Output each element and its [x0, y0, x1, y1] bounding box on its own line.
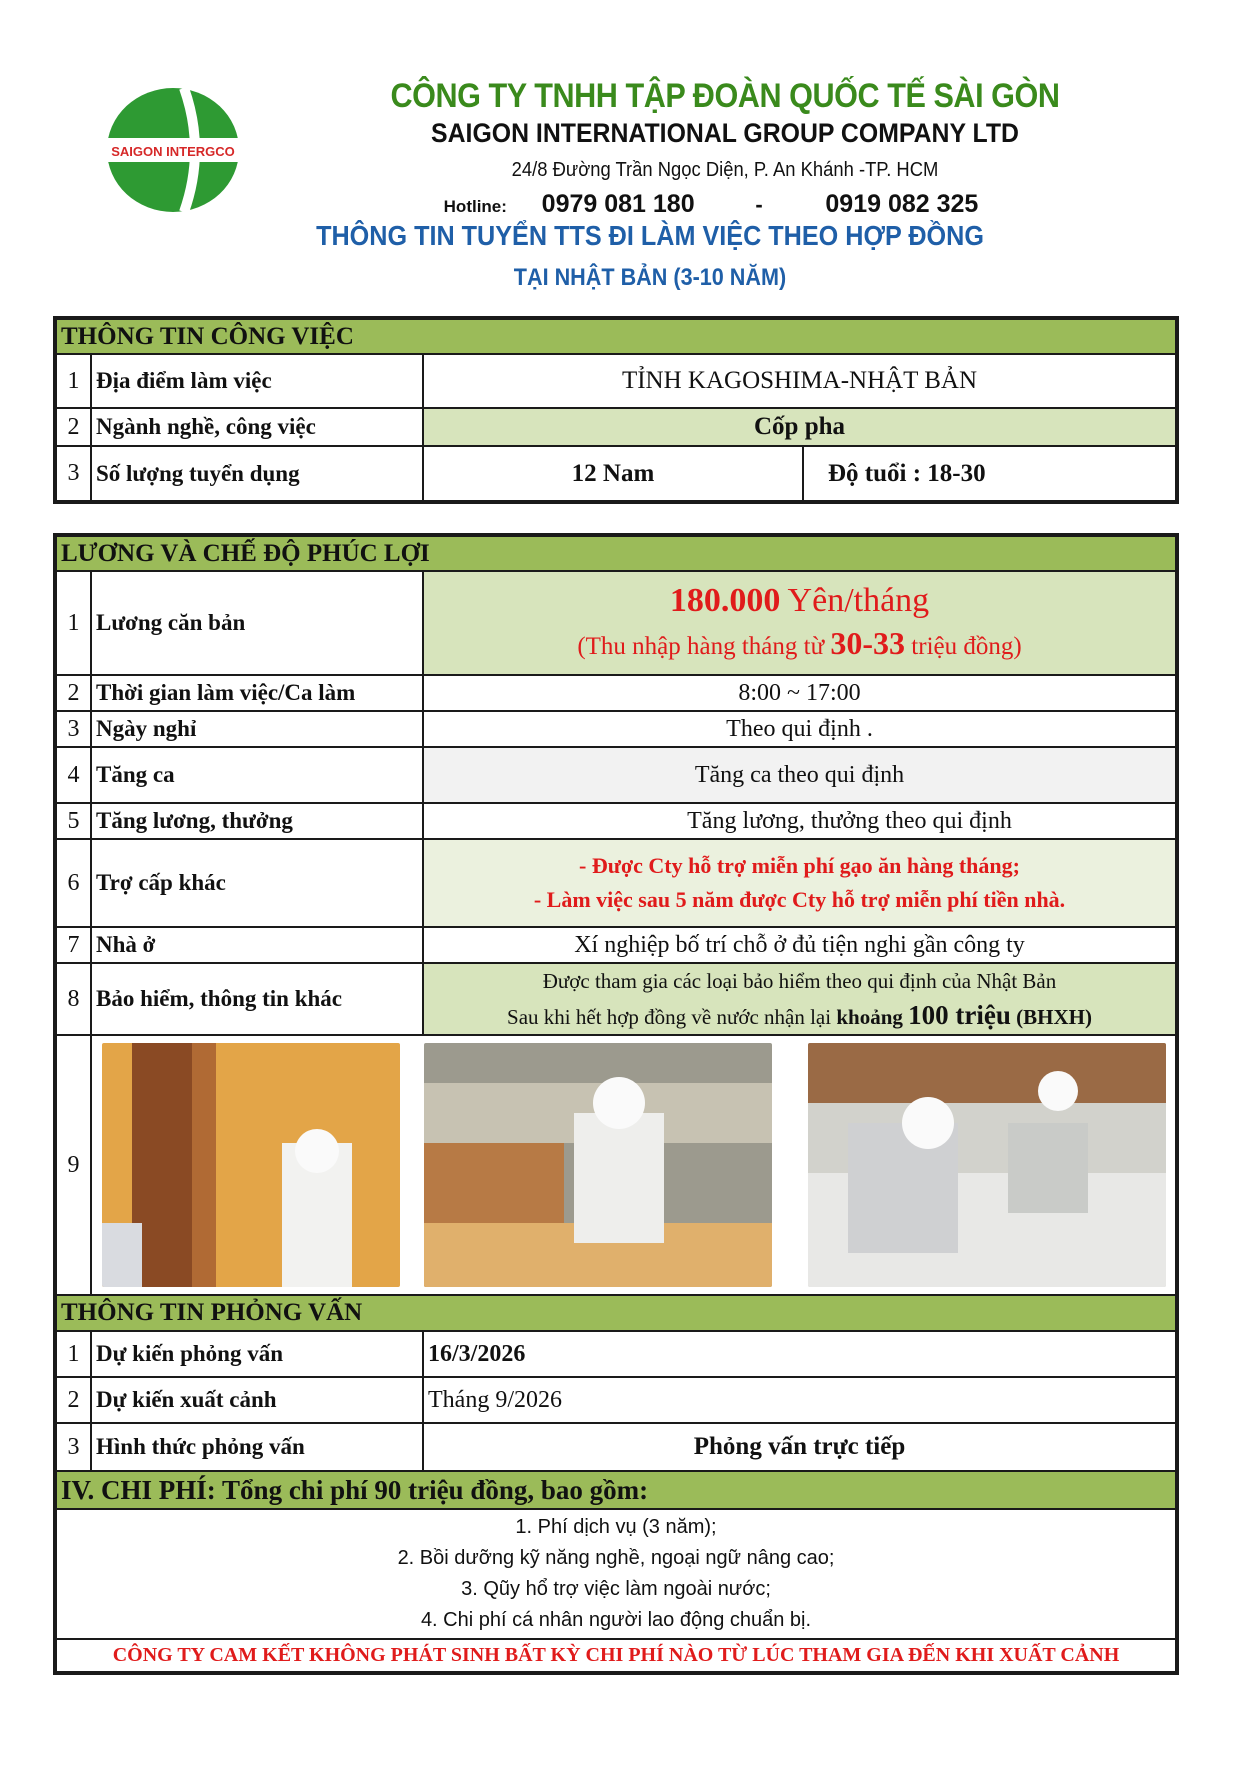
table-row [55, 803, 1177, 839]
table-row [55, 446, 1177, 502]
row-number: 3 [55, 446, 91, 502]
table-row [55, 1377, 1177, 1423]
row-number: 5 [55, 803, 91, 839]
salary-unit: Yên/tháng [780, 582, 930, 619]
table-row [55, 571, 1177, 675]
row-label: Thời gian làm việc/Ca làm [91, 675, 423, 711]
hotline-label: Hotline: [443, 197, 507, 216]
interview-date: 16/3/2026 [423, 1331, 1177, 1377]
cost-items [55, 1509, 1177, 1639]
row-number: 1 [55, 354, 91, 408]
working-hours: 8:00 ~ 17:00 [423, 675, 1177, 711]
photo-formwork-worker [102, 1043, 400, 1287]
table-row [55, 1423, 1177, 1471]
basic-salary [423, 571, 1177, 675]
row-number: 2 [55, 408, 91, 446]
table-row [55, 839, 1177, 927]
hotline-number-2: 0919 082 325 [825, 190, 979, 218]
header [0, 0, 1240, 310]
row-number: 2 [55, 675, 91, 711]
allowance-rice: - Được Cty hỗ trợ miễn phí gạo ăn hàng tháng; [579, 853, 1020, 878]
income-text: (Thu nhập hàng tháng từ [577, 633, 831, 660]
salary-amount: 180.000 [669, 582, 781, 619]
table-row [55, 675, 1177, 711]
row-label: Trợ cấp khác [91, 839, 423, 927]
income-unit: triệu đồng) [905, 633, 1022, 660]
row-number: 7 [55, 927, 91, 963]
row-number: 6 [55, 839, 91, 927]
benefits-table [53, 533, 1179, 1675]
row-number: 3 [55, 711, 91, 747]
row-label: Ngành nghề, công việc [91, 408, 423, 446]
job-info-table [53, 316, 1179, 504]
row-label: Lương căn bản [91, 571, 423, 675]
row-label: Ngày nghỉ [91, 711, 423, 747]
row-label: Dự kiến phỏng vấn [91, 1331, 423, 1377]
row-number: 1 [55, 571, 91, 675]
hotline [250, 188, 1200, 223]
cost-item: 3. Qũy hổ trợ việc làm ngoài nước; [461, 1578, 771, 1600]
allowance-housing: - Làm việc sau 5 năm được Cty hỗ trợ miễn phí tiền nhà. [533, 887, 1066, 912]
raise-bonus: Tăng lương, thưởng theo qui định [423, 803, 1177, 839]
cost-item: 4. Chi phí cá nhân người lao động chuẩn bị. [420, 1609, 812, 1631]
hotline-number-1: 0979 081 180 [541, 190, 695, 218]
company-name-en: SAIGON INTERNATIONAL GROUP COMPANY LTD [431, 118, 1019, 148]
refund-amount: 100 triệu [908, 1000, 1011, 1030]
income-range: 30-33 [830, 625, 906, 661]
section-title-interview: THÔNG TIN PHỎNG VẤN [55, 1295, 1177, 1331]
company-logo [104, 86, 242, 214]
section-title-job: THÔNG TIN CÔNG VIỆC [55, 318, 1177, 354]
company-address: 24/8 Đường Trần Ngọc Diện, P. An Khánh -TP. HCM [511, 159, 939, 181]
age-range: Độ tuổi : 18-30 [803, 446, 1177, 502]
row-number: 1 [55, 1331, 91, 1377]
row-number: 9 [55, 1035, 91, 1295]
hotline-separator: - [755, 192, 763, 217]
row-label: Hình thức phỏng vấn [91, 1423, 423, 1471]
other-allowances [423, 839, 1177, 927]
interview-format: Phỏng vấn trực tiếp [423, 1423, 1177, 1471]
table-row [55, 408, 1177, 446]
photo-floor-measuring [808, 1043, 1166, 1287]
overtime: Tăng ca theo qui định [423, 747, 1177, 803]
svg-text:SAIGON INTERGCO: SAIGON INTERGCO [111, 144, 235, 159]
departure-date: Tháng 9/2026 [423, 1377, 1177, 1423]
housing: Xí nghiệp bố trí chỗ ở đủ tiện nghi gần công ty [423, 927, 1177, 963]
table-row [55, 1331, 1177, 1377]
job-type: Cốp pha [423, 408, 1177, 446]
row-number: 2 [55, 1377, 91, 1423]
row-label: Tăng lương, thưởng [91, 803, 423, 839]
cost-item: 2. Bồi dưỡng kỹ năng nghề, ngoại ngữ nâng cao; [397, 1547, 835, 1569]
section-title-costs: IV. CHI PHÍ: Tổng chi phí 90 triệu đồng, bao gồm: [55, 1471, 1177, 1509]
cost-item: 1. Phí dịch vụ (3 năm); [515, 1516, 717, 1538]
photo-lumber-cutting [424, 1043, 772, 1287]
photo-gallery [91, 1035, 1177, 1295]
table-row [55, 927, 1177, 963]
section-title-benefits: LƯƠNG VÀ CHẾ ĐỘ PHÚC LỢI [55, 535, 1177, 571]
recruitment-title: THÔNG TIN TUYỂN TTS ĐI LÀM VIỆC THEO HỢP ĐỒNG [316, 220, 984, 251]
row-label: Bảo hiểm, thông tin khác [91, 963, 423, 1035]
row-label: Số lượng tuyển dụng [91, 446, 423, 502]
insurance-info [423, 963, 1177, 1035]
insurance-line: Được tham gia các loại bảo hiểm theo qui định của Nhật Bản [542, 969, 1057, 993]
row-number: 8 [55, 963, 91, 1035]
row-label: Nhà ở [91, 927, 423, 963]
row-number: 3 [55, 1423, 91, 1471]
work-location: TỈNH KAGOSHIMA-NHẬT BẢN [423, 354, 1177, 408]
row-number: 4 [55, 747, 91, 803]
row-label: Địa điểm làm việc [91, 354, 423, 408]
refund-text: Sau khi hết hợp đồng về nước nhận lại [507, 1005, 837, 1029]
company-name-vn: CÔNG TY TNHH TẬP ĐOÀN QUỐC TẾ SÀI GÒN [390, 77, 1060, 115]
recruitment-subtitle: TẠI NHẬT BẢN (3-10 NĂM) [513, 264, 787, 291]
refund-note: (BHXH) [1010, 1005, 1092, 1029]
table-row [55, 711, 1177, 747]
no-extra-cost-commitment: CÔNG TY CAM KẾT KHÔNG PHÁT SINH BẤT KỲ CHI PHÍ NÀO TỪ LÚC THAM GIA ĐẾN KHI XUẤT CẢNH [55, 1639, 1177, 1673]
refund-approx: khoảng [836, 1005, 909, 1029]
table-row [55, 963, 1177, 1035]
recruit-quantity: 12 Nam [423, 446, 803, 502]
row-label: Dự kiến xuất cảnh [91, 1377, 423, 1423]
row-label: Tăng ca [91, 747, 423, 803]
table-row [55, 354, 1177, 408]
table-row [55, 1035, 1177, 1295]
table-row [55, 747, 1177, 803]
days-off: Theo qui định . [423, 711, 1177, 747]
